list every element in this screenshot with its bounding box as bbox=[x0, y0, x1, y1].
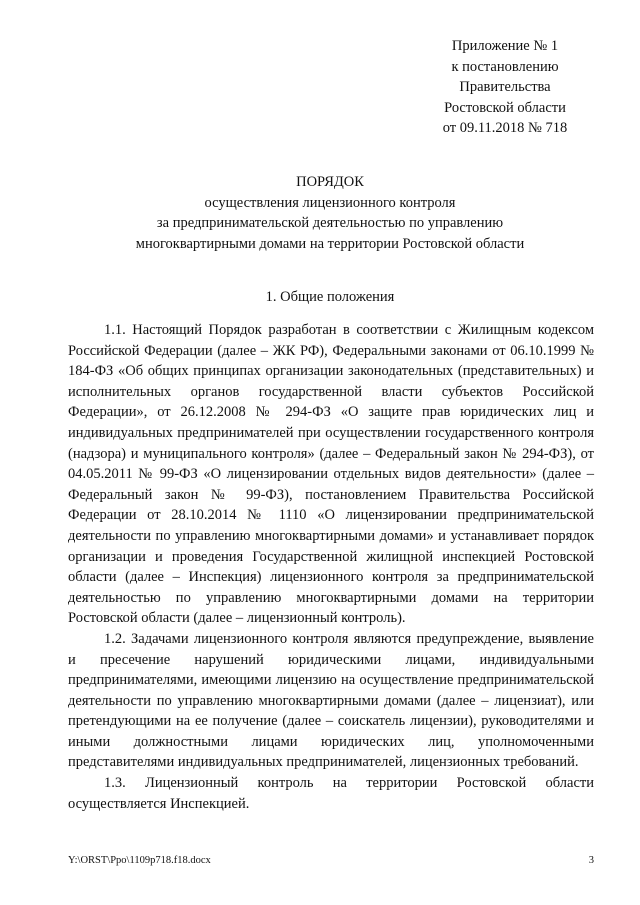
paragraph-1-1: 1.1. Настоящий Порядок разработан в соответствии с Жилищным кодексом Российской Федерации (далее – ЖК РФ), Федеральными законами от 06.10.1999 № 184-ФЗ «Об общих принципах организации законодательных (представительных) и исполнительных органов государственной власти субъектов Российской Федерации», от 26.12.2008 № 294-ФЗ «О защите прав юридических лиц и индивидуальных предпринимателей при осуществлении государственного контроля (надзора) и муниципального контроля» (далее – Федеральный закон № 294-ФЗ), от 04.05.2011 № 99-ФЗ «О лицензировании отдельных видов деятельности» (далее – Федеральный закон № 99-ФЗ), постановлением Правительства Российской Федерации от 28.10.2014 № 1110 «О лицензировании предпринимательской деятельности по управлению многоквартирными домами» и устанавливает порядок организации и проведения Государственной жилищной инспекцией Ростовской области (далее – Инспекция) лицензионного контроля за предпринимательской деятельностью по управлению многоквартирными домами на территории Ростовской области (далее – лицензионный контроль). bbox=[68, 322, 594, 627]
footer-file-path: Y:\ORST\Ppo\1109p718.f18.docx bbox=[68, 855, 211, 866]
appendix-number: Приложение № 1 bbox=[451, 38, 559, 54]
title-line-3: многоквартирными домами на территории Ростовской области bbox=[135, 235, 525, 252]
appendix-block bbox=[420, 36, 590, 139]
appendix-resolution-ref: к постановлению bbox=[451, 58, 559, 75]
title-heading: ПОРЯДОК bbox=[296, 174, 364, 190]
title-line-2: за предпринимательской деятельностью по управлению bbox=[156, 215, 504, 232]
paragraph-1-2: 1.2. Задачами лицензионного контроля являются предупреждение, выявление и пресечение нарушений юридическими лицами, индивидуальными предпринимателями, имеющими лицензию на осуществление предпринимательской деятельности по управлению многоквартирными домами (далее – лицензиат), или претендующими на ее получение (далее – соискатель лицензии), руководителями и иными должностными лицами юридических лиц, уполномоченными представителями индивидуальных предпринимателей, лицензионных требований. bbox=[68, 630, 594, 771]
appendix-government: Правительства bbox=[459, 79, 551, 96]
paragraph-1-3: 1.3. Лицензионный контроль на территории Ростовской области осуществляется Инспекцией. bbox=[68, 775, 594, 812]
document-title bbox=[60, 172, 600, 254]
title-line-1: осуществления лицензионного контроля bbox=[204, 194, 456, 211]
appendix-region: Ростовской области bbox=[444, 99, 566, 116]
appendix-date-number: от 09.11.2018 № 718 bbox=[442, 120, 568, 137]
section-heading: 1. Общие положения bbox=[265, 289, 395, 305]
footer-page-number: 3 bbox=[588, 855, 594, 866]
section-body bbox=[68, 320, 594, 814]
